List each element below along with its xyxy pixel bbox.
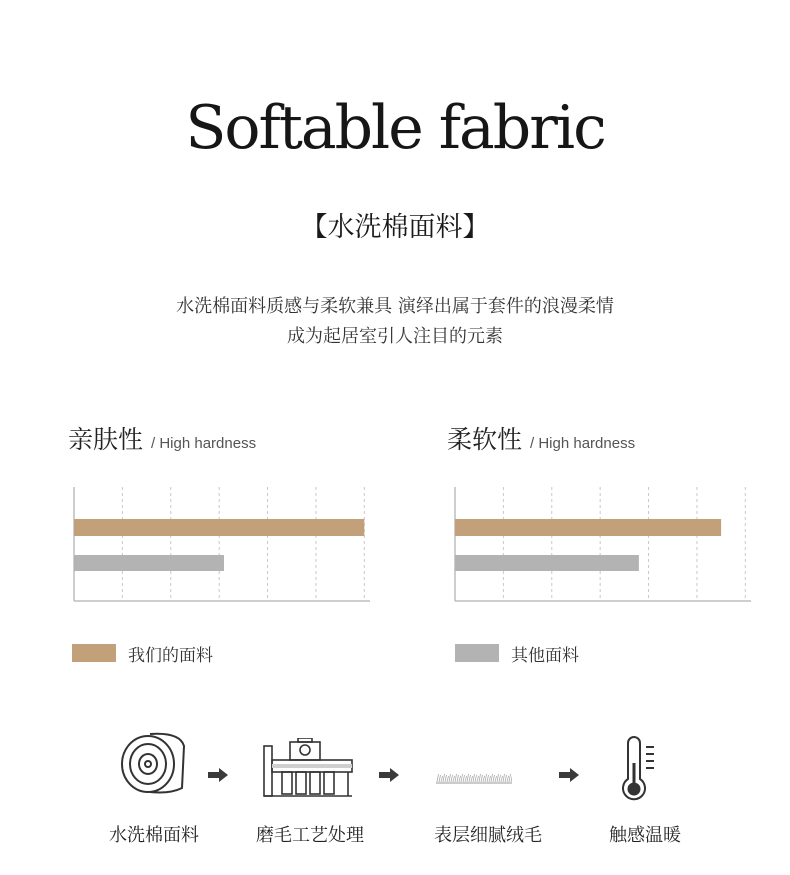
fleece-fiber	[503, 774, 505, 782]
fleece-fiber	[493, 775, 495, 782]
fleece-fiber	[441, 776, 443, 782]
fine-fleece-icon	[436, 771, 512, 785]
fleece-fiber	[453, 776, 455, 782]
fleece-fiber	[495, 776, 497, 782]
fleece-fiber	[445, 775, 447, 782]
fleece-fiber	[459, 776, 461, 782]
fleece-fiber	[499, 775, 501, 782]
fleece-fiber	[471, 776, 473, 782]
legend-label-ours: 我们的面料	[128, 645, 213, 666]
fleece-fiber	[487, 775, 489, 782]
chart-heading-softness	[447, 420, 635, 456]
fleece-fiber	[483, 776, 485, 782]
chart-skin-friendliness	[60, 480, 370, 610]
legend-swatch-ours	[72, 644, 116, 662]
chart-title: 柔软性	[447, 425, 523, 454]
step-label-fine-fleece: 表层细腻绒毛	[434, 825, 542, 846]
fleece-fiber	[455, 774, 457, 782]
fleece-fiber	[469, 775, 471, 782]
fleece-fiber	[449, 774, 451, 782]
legend-others	[455, 643, 579, 666]
fleece-fiber	[475, 775, 477, 782]
chart-subtitle: / High hardness	[151, 435, 257, 452]
hero-title: Softable fabric	[185, 93, 605, 163]
fleece-fiber	[463, 775, 465, 782]
fleece-fiber	[481, 775, 483, 782]
description	[0, 292, 790, 352]
fleece-fiber	[461, 774, 463, 782]
legend-ours	[72, 643, 213, 666]
fleece-fiber	[451, 775, 453, 782]
fleece-fiber	[457, 775, 459, 782]
bar-others	[455, 555, 639, 571]
fleece-fiber	[473, 774, 475, 782]
arrow-right-icon	[377, 767, 401, 783]
fleece-fiber	[479, 774, 481, 782]
fleece-fiber	[509, 774, 511, 782]
fleece-fiber	[497, 774, 499, 782]
legend-swatch-others	[455, 644, 499, 662]
brushing-machine-icon	[262, 738, 358, 800]
step-label-warm-touch: 触感温暖	[609, 825, 681, 846]
fleece-fiber	[485, 774, 487, 782]
fleece-fiber	[511, 775, 512, 782]
fleece-fiber	[439, 775, 441, 782]
legend-label-others: 其他面料	[511, 645, 579, 666]
bar-ours	[74, 519, 364, 536]
step-label-brushing-process: 磨毛工艺处理	[256, 825, 364, 846]
fleece-fiber	[465, 776, 467, 782]
fleece-fiber	[505, 775, 507, 782]
fabric-roll-icon	[110, 726, 190, 798]
fleece-fiber	[447, 776, 449, 782]
arrow-right-icon	[206, 767, 230, 783]
chart-heading-skin-friendliness	[68, 420, 256, 456]
fleece-fiber	[489, 776, 491, 782]
bar-ours	[455, 519, 721, 536]
fleece-fiber	[477, 776, 479, 782]
bar-others	[74, 555, 224, 571]
description-line-1: 水洗棉面料质感与柔软兼具 演绎出属于套件的浪漫柔情	[176, 296, 614, 317]
section-subtitle: 【水洗棉面料】	[300, 212, 490, 243]
chart-subtitle: / High hardness	[530, 435, 636, 452]
arrow-right-icon	[557, 767, 581, 783]
chart-title: 亲肤性	[68, 425, 144, 454]
chart-softness	[441, 480, 751, 610]
fleece-fiber	[501, 776, 503, 782]
fleece-fiber	[443, 774, 445, 782]
fleece-fiber	[507, 776, 509, 782]
fleece-fiber	[467, 774, 469, 782]
fleece-fiber	[437, 774, 439, 782]
description-line-2: 成为起居室引人注目的元素	[287, 326, 503, 347]
step-label-washed-cotton: 水洗棉面料	[109, 825, 199, 846]
fleece-fiber	[491, 774, 493, 782]
thermometer-icon	[616, 735, 662, 805]
